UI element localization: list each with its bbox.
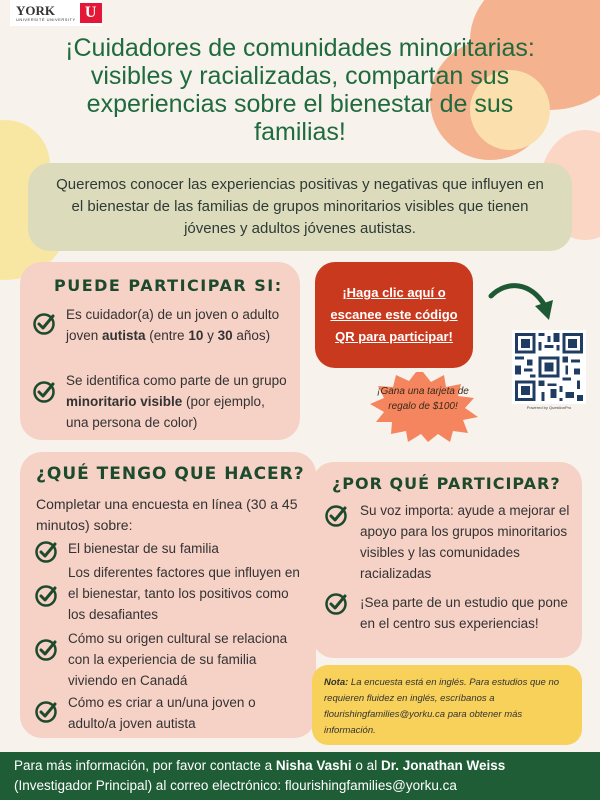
intro-banner <box>28 163 572 251</box>
contact-name-nisha: Nisha Vashi <box>275 758 352 773</box>
check-icon <box>34 638 58 662</box>
gift-card-text: ¡Gana una tarjeta de regalo de $100! <box>377 386 469 412</box>
check-icon <box>324 592 348 616</box>
note-text: La encuesta está en inglés. Para estudios que no requieren fluidez en inglés, escríbanos a flourishingfamilies@yorku.ca para obtener más información. <box>324 677 560 736</box>
participate-link-button[interactable] <box>315 262 473 368</box>
eligibility-card <box>20 262 300 440</box>
eligibility-heading: PUEDE PARTICIPAR SI: <box>54 276 283 295</box>
tasks-card <box>20 452 316 738</box>
logo-mark: U <box>80 3 102 23</box>
footer-contact: Para más información, por favor contacte a Nisha Vashi o al Dr. Jonathan Weiss (Investigador Principal) al correo electrónico: flourishingfamilies@yorku.ca <box>0 752 600 800</box>
why-item-2: ¡Sea parte de un estudio que pone en el centro sus experiencias! <box>360 595 568 631</box>
language-note <box>312 665 582 745</box>
check-icon <box>34 584 58 608</box>
qr-code[interactable] <box>512 330 586 404</box>
page-title: ¡Cuidadores de comunidades minoritarias: visibles y racializadas, compartan sus experiencias sobre el bienestar de sus familias! <box>65 34 535 146</box>
tasks-item-4: Cómo es criar a un/una joven o adulto/a joven autista <box>68 695 256 731</box>
why-item-1: Su voz importa: ayude a mejorar el apoyo para los grupos minoritarios visibles y las comunidades racializadas <box>360 503 570 581</box>
eligibility-item-2: Se identifica como parte de un grupo minoritario visible (por ejemplo, una persona de color) <box>66 373 287 430</box>
qr-caption: Powered by QuestionPro <box>526 405 572 410</box>
tasks-intro: Completar una encuesta en línea (30 a 45 minutos) sobre: <box>36 496 298 533</box>
check-icon <box>324 504 348 528</box>
eligibility-item-1: Es cuidador(a) de un joven o adulto joven autista (entre 10 y 30 años) <box>66 307 280 343</box>
curved-arrow-icon <box>487 276 557 328</box>
logo-wordmark: YORK <box>16 3 55 18</box>
tasks-item-1: El bienestar de su familia <box>68 541 219 556</box>
note-label: Nota: <box>324 677 349 688</box>
check-icon <box>32 312 56 336</box>
why-heading: ¿POR QUÉ PARTICIPAR? <box>332 474 561 493</box>
check-icon <box>34 700 58 724</box>
check-icon <box>34 540 58 564</box>
participate-link-label[interactable]: ¡Haga clic aquí o escanee este código QR para participar! <box>330 285 458 344</box>
contact-name-weiss: Dr. Jonathan Weiss <box>380 758 506 773</box>
intro-text: Queremos conocer las experiencias positivas y negativas que influyen en el bienestar de las familias de grupos minoritarios visibles que tienen jóvenes y adultos jóvenes autistas. <box>56 176 544 237</box>
check-icon <box>32 380 56 404</box>
york-university-logo <box>10 0 102 26</box>
tasks-heading: ¿QUÉ TENGO QUE HACER? <box>36 464 305 484</box>
tasks-item-3: Cómo su origen cultural se relaciona con la experiencia de su familia viviendo en Canadá <box>68 631 288 688</box>
why-card <box>312 462 582 658</box>
tasks-item-2: Los diferentes factores que influyen en el bienestar, tanto los positivos como los desafiantes <box>68 565 300 622</box>
logo-subtext: UNIVERSITÉ UNIVERSITY <box>16 17 76 22</box>
